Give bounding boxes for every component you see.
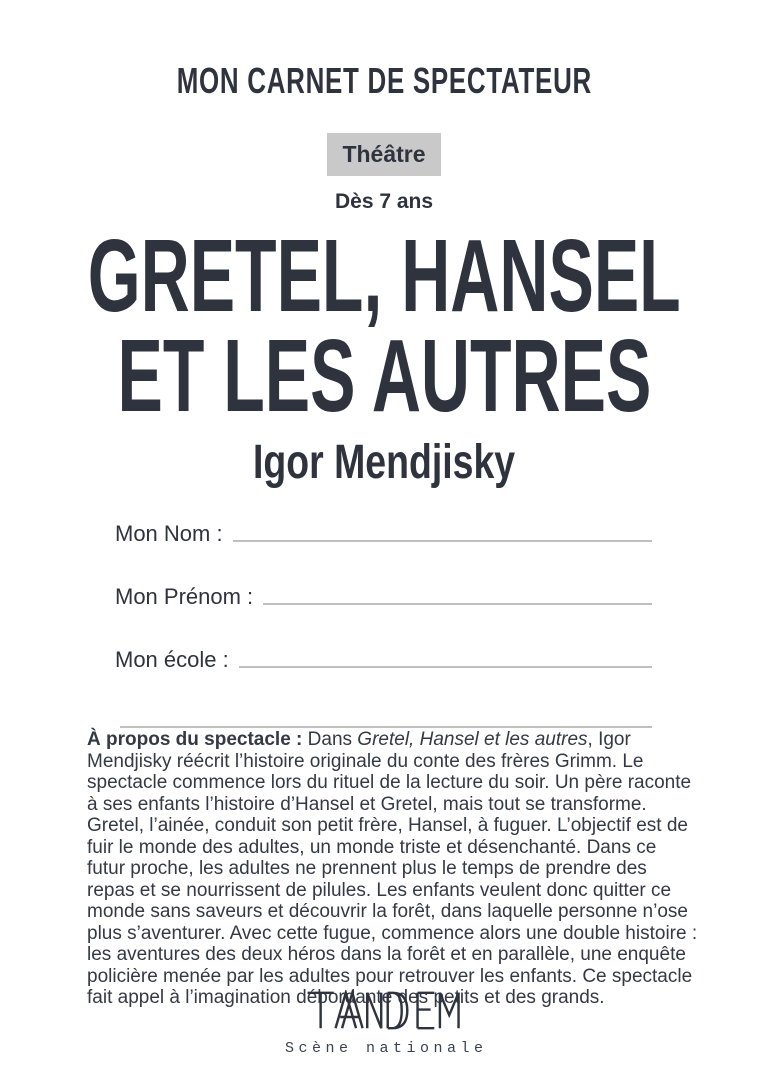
tandem-logo (304, 990, 464, 1031)
school-write-in-line-2 (120, 694, 652, 728)
name-field-label: Mon Nom : (115, 521, 223, 546)
work-title: Gretel, Hansel et les autres (357, 729, 588, 750)
category-badge: Théâtre (327, 133, 440, 176)
notebook-kicker-text: MON CARNET DE SPECTATEUR (176, 60, 592, 101)
school-field-label: Mon école : (115, 647, 229, 672)
logo-letter-t (308, 993, 334, 1028)
about-lead: Dans (307, 729, 358, 750)
show-title-line-1: GRETEL, HANSEL (87, 218, 681, 333)
name-write-in-line (233, 540, 652, 542)
logo-letter-m (440, 993, 459, 1028)
notebook-kicker (0, 62, 768, 100)
logo-letter-e (418, 993, 435, 1028)
identity-form (115, 505, 652, 728)
name-field-row (115, 505, 652, 547)
school-write-in-line (239, 666, 652, 668)
logo-letter-a (336, 993, 363, 1028)
firstname-write-in-line (263, 603, 652, 605)
logo-letter-d (388, 993, 408, 1028)
show-title (0, 218, 768, 433)
age-notice: Dès 7 ans (334, 190, 434, 213)
firstname-field-label: Mon Prénom : (115, 584, 254, 609)
about-body: , Igor Mendjisky réécrit l’histoire originale du conte des frères Grimm. Le spectacle commence lors du rituel de la lecture du soir. Un père raconte à ses enfants l’histoire d’Hansel et Gretel, mais tout se transforme. Gretel, l’ainée, conduit son petit frère, Hansel, à fuguer. L’objectif est de fuir le monde des adultes, un monde triste et désenchanté. Dans ce futur proche, les adultes ne prennent plus le temps de prendre des repas et se nourrissent de pilules. Les enfants veulent donc quitter ce monde sans saveurs et découvrir la forêt, dans laquelle personne n’ose plus s’aventurer. Avec cette fugue, commence alors une double histoire : les aventures des deux héros dans la forêt et en parallèle, une enquête policière menée par les adultes pour retrouver les enfants. Ce spectacle fait appel à l’imagination débordante des petits et des grands. (87, 729, 698, 1008)
firstname-field-row (115, 568, 652, 610)
school-field-row (115, 631, 652, 673)
tandem-logo-wrap (0, 990, 768, 1031)
logo-tagline: Scène nationale (284, 1040, 488, 1057)
author-name (0, 436, 768, 490)
about-heading: À propos du spectacle : (87, 729, 308, 750)
logo-letter-n (367, 993, 381, 1028)
category-badge-wrap (0, 133, 768, 176)
about-paragraph (87, 729, 699, 1009)
author-name-text: Igor Mendjisky (252, 436, 516, 489)
show-title-line-2: ET LES AUTRES (117, 318, 651, 433)
